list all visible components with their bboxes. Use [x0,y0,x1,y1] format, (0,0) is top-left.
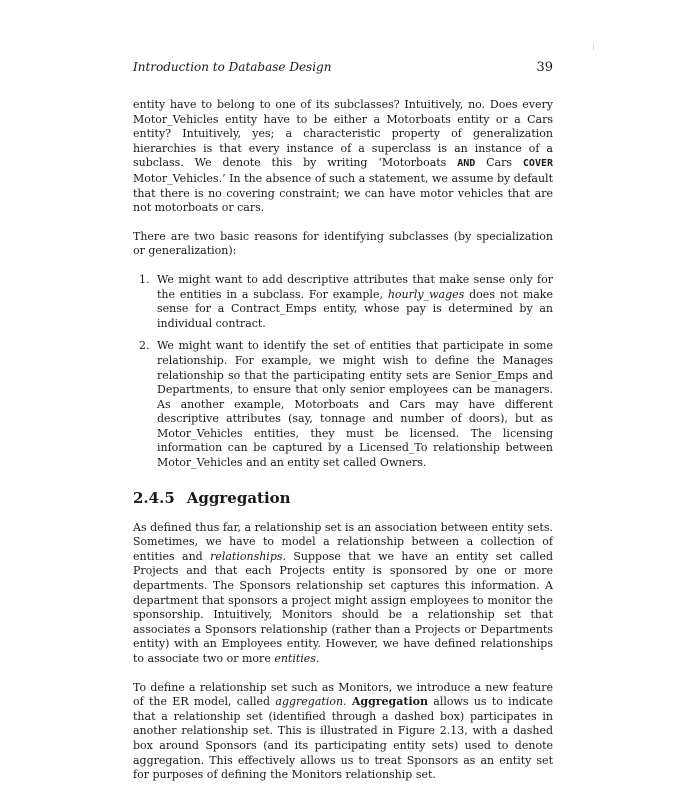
paragraph-covering-constraint: entity have to belong to one of its subclasses? Intuitively, no. Does every Motor_Vehicles entity have to be either a Motorboats entity or a Cars entity? Intuitively, yes; a characteristic property of generalization hierarchies is that every instance of a superclass is an instance of a subclass. We denote this by writing ‘Motorboats AND Cars COVER Motor_Vehicles.’ In the absence of such a statement, we assume by default that there is no covering constraint; we can have motor vehicles that are not motorboats or cars. [133,98,554,215]
paragraph-aggregation-definition: To define a relationship set such as Monitors, we introduce a new feature of the ER model, called aggregation. Aggregation allows us to indicate that a relationship set (identified through a dashed box) participates in another relationship set. This is illustrated in Figure 2.13, with a dashed box around Sponsors (and its participating entity sets) used to denote aggregation. This effectively allows us to treat Sponsors as an entity set for purposes of defining the Monitors relationship set. [133,680,553,782]
paragraph-reasons-intro: There are two basic reasons for identifying subclasses (by specialization or generalization): [133,229,553,258]
term-aggregation: Aggregation [351,695,428,709]
list-item: 2. We might want to identify the set of entities that participate in some relationship. For example, we might wish to define the Manages relationship so that the participating entity sets are Senior_Emps and Departments, to ensure that only senior employees can be managers. As another example, Motorboats and Cars may have different descriptive attributes (say, tonnage and number of doors), but as Motor_Vehicles entities, they must be licensed. The licensing information can be captured by a Licensed_To relationship between Motor_Vehicles and an entity set called Owners. [139,339,553,470]
keyword-and: AND [457,158,476,170]
section-title: Aggregation [186,488,291,507]
paragraph-aggregation-motivation: As defined thus far, a relationship set is an association between entity sets. Sometimes, we have to model a relationship between a collection of entities and relationships. Suppose that we have an entity set called Projects and that each Projects entity is sponsored by one or more departments. The Sponsors relationship set captures this information. A department that sponsors a project might assign employees to monitor the sponsorship. Intuitively, Monitors should be a relationship set that associates a Sponsors relationship (rather than a Projects or Departments entity) with an Employees entity. However, we have defined relationships to associate two or more entities. [133,520,553,665]
keyword-cover: COVER [522,158,554,170]
list-item-number: 1. [139,272,150,286]
list-item: 1. We might want to add descriptive attributes that make sense only for the entities in a subclass. For example, hourly_wages does not make sense for a Contract_Emps entity, whose pay is determined by an individual contract. [139,272,553,330]
page-number: 39 [536,60,553,75]
scan-mark [593,44,594,50]
list-item-number: 2. [139,339,150,353]
running-title: Introduction to Database Design [133,60,332,74]
section-heading [133,489,553,507]
page-body [133,98,553,797]
reasons-list [133,273,553,471]
attribute-name: hourly_wages [387,287,465,301]
section-number: 2.4.5 [133,488,175,507]
